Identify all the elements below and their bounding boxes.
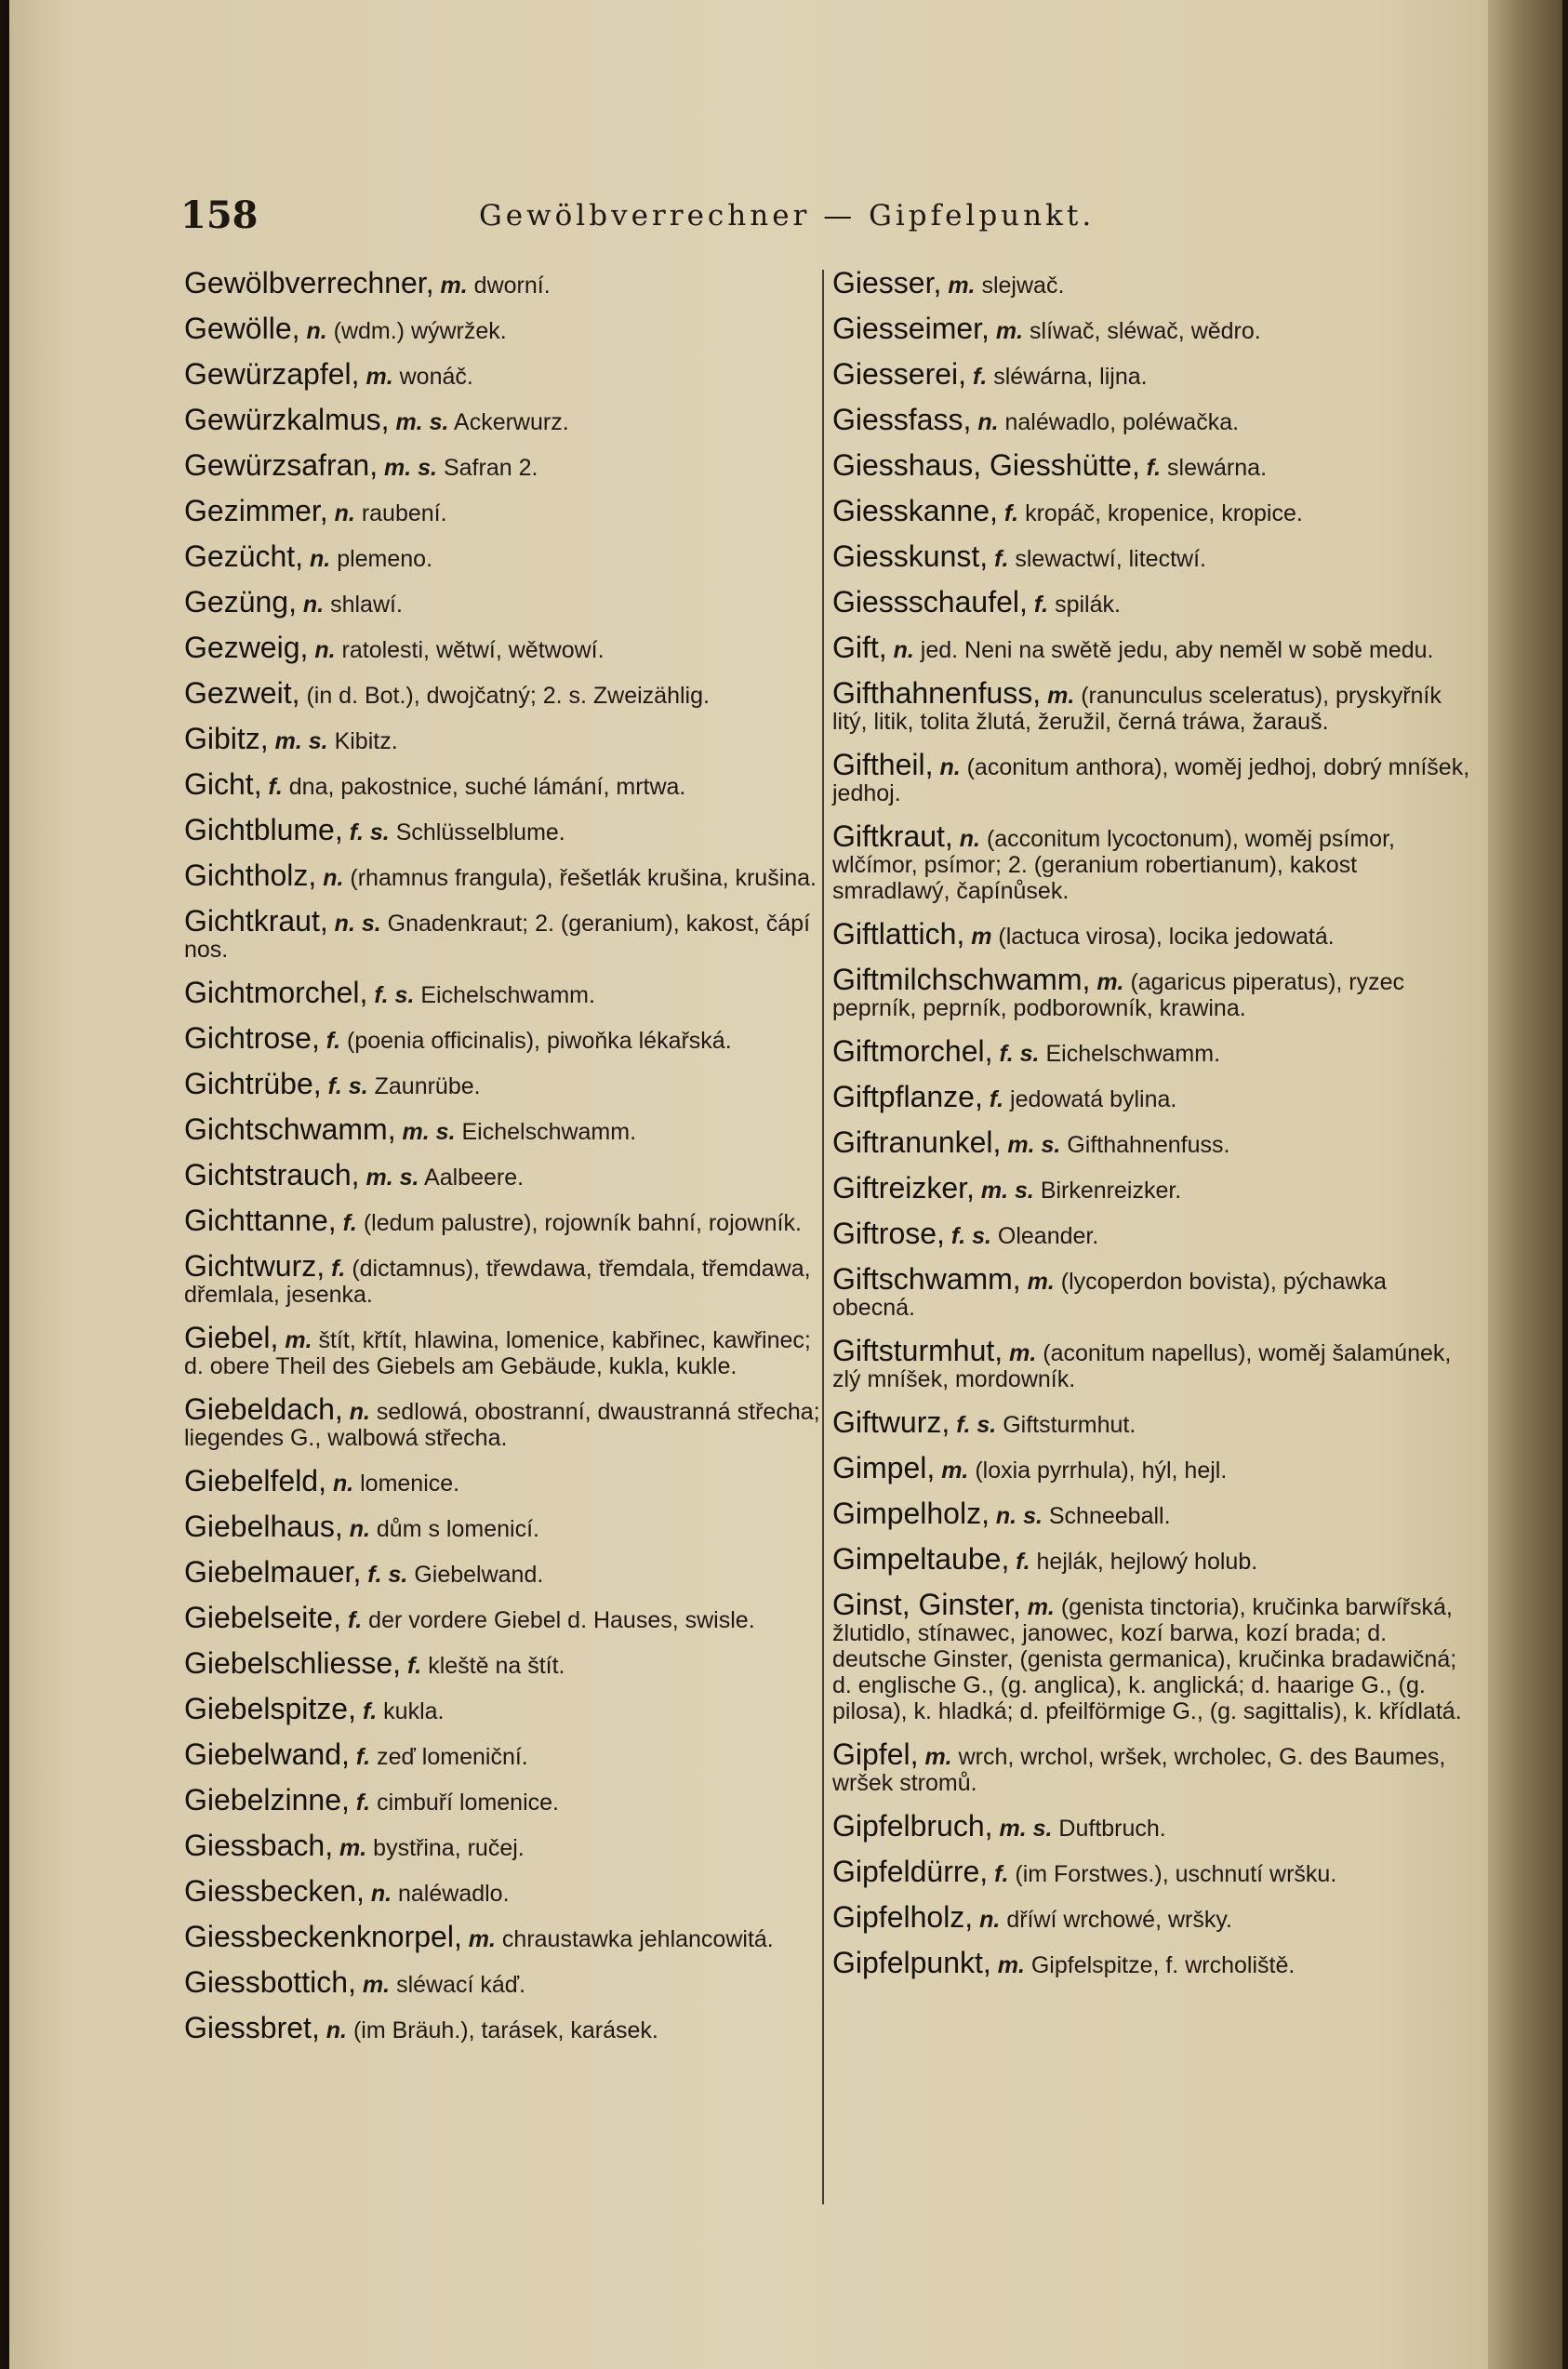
entry-definition: Ackerwurz. xyxy=(454,409,569,435)
entry-grammar: m. s. xyxy=(365,1165,419,1191)
entry-definition: (ranunculus sceleratus), pryskyřník litý, litik, tolita žlutá, žeružil, černá tráwa, žarauš. xyxy=(832,683,1442,735)
entry-definition: bystřina, ručej. xyxy=(373,1835,525,1861)
entry-headword: Giftlattich, xyxy=(832,917,965,951)
entry-headword: Gichttanne, xyxy=(184,1204,337,1237)
entry-definition: Giebelwand. xyxy=(414,1562,544,1588)
dictionary-entry xyxy=(184,767,821,801)
entry-grammar: f. s. xyxy=(950,1223,991,1249)
entry-grammar: f. xyxy=(355,1790,371,1816)
entry-definition: kropáč, kropenice, kropice. xyxy=(1025,500,1303,526)
entry-headword: Gipfeldürre, xyxy=(832,1855,989,1888)
entry-definition: Schneeball. xyxy=(1048,1503,1171,1529)
entry-definition: Oleander. xyxy=(997,1223,1099,1249)
entry-grammar: n. xyxy=(893,637,914,663)
dictionary-entry xyxy=(832,748,1474,806)
entry-definition: Giftsturmhut. xyxy=(1003,1412,1136,1438)
entry-definition: lomenice. xyxy=(360,1471,460,1497)
entry-headword: Gezweit, xyxy=(184,676,300,710)
entry-headword: Giessbret, xyxy=(184,2011,320,2044)
entry-grammar: m. s. xyxy=(395,409,449,435)
entry-grammar: f. s. xyxy=(999,1041,1040,1067)
entry-definition: (aconitum napellus), woměj šalamúnek, zlý mníšek, mordowník. xyxy=(832,1340,1452,1392)
entry-headword: Giftranunkel, xyxy=(832,1125,1002,1159)
entry-grammar: f. xyxy=(268,774,283,800)
entry-grammar: f. xyxy=(1033,592,1049,618)
entry-grammar: m. xyxy=(948,273,976,299)
entry-definition: Eichelschwamm. xyxy=(461,1119,637,1145)
entry-definition: (rhamnus frangula), řešetlák krušina, krušina. xyxy=(350,865,817,891)
entry-headword: Gichtrose, xyxy=(184,1021,320,1055)
entry-grammar: m. xyxy=(339,1835,367,1861)
entry-grammar: f. xyxy=(994,1861,1009,1887)
entry-grammar: n. xyxy=(314,637,336,663)
entry-definition: cimbuří lomenice. xyxy=(377,1790,559,1816)
entry-definition: (im Forstwes.), uschnutí wršku. xyxy=(1015,1861,1337,1887)
dictionary-entry xyxy=(184,1112,821,1146)
entry-definition: sléwací káď. xyxy=(396,1972,526,1998)
left-column xyxy=(184,266,821,2060)
dictionary-entry xyxy=(184,813,821,846)
entry-definition: (loxia pyrrhula), hýl, hejl. xyxy=(975,1457,1228,1484)
entry-definition: (lactuca virosa), locika jedowatá. xyxy=(998,924,1335,950)
entry-definition: Gifthahnenfuss. xyxy=(1067,1132,1230,1158)
entry-definition: (lycoperdon bovista), pýchawka obecná. xyxy=(832,1269,1387,1321)
entry-headword: Giessbottich, xyxy=(184,1965,356,1999)
entry-headword: Giebelzinne, xyxy=(184,1783,350,1817)
dictionary-entry xyxy=(184,1829,821,1862)
entry-headword: Gewürzsafran, xyxy=(184,448,379,482)
entry-headword: Giessbach, xyxy=(184,1829,334,1862)
entry-grammar: m. s. xyxy=(402,1119,456,1145)
entry-definition: Kibitz. xyxy=(334,728,398,754)
entry-grammar: m. xyxy=(924,1744,952,1770)
entry-headword: Giesser, xyxy=(832,266,942,299)
entry-headword: Giebelschliesse, xyxy=(184,1646,401,1680)
entry-headword: Giebelseite, xyxy=(184,1601,341,1634)
entry-headword: Giesseimer, xyxy=(832,312,990,345)
entry-grammar: n. xyxy=(332,1471,354,1497)
entry-definition: Eichelschwamm. xyxy=(420,982,595,1008)
entry-headword: Gichtkraut, xyxy=(184,904,328,938)
column-divider xyxy=(822,270,824,2204)
entry-definition: (dictamnus), třewdawa, třemdala, třemdawa, dřemlala, jesenka. xyxy=(184,1256,811,1308)
dictionary-entry xyxy=(184,631,821,664)
entry-definition: Schlüsselblume. xyxy=(395,819,565,845)
dictionary-entry xyxy=(832,963,1474,1021)
dictionary-entry xyxy=(832,1737,1474,1796)
dictionary-entry xyxy=(184,1965,821,1999)
entry-headword: Giftsturmhut, xyxy=(832,1334,1003,1367)
entry-definition: Gipfelspitze, f. wrcholiště. xyxy=(1030,1952,1296,1978)
entry-definition: štít, křtít, hlawina, lomenice, kabřinec, kawřinec; d. obere Theil des Giebels am Gebäude, kukla, kukle. xyxy=(184,1327,811,1379)
dictionary-entry xyxy=(184,403,821,436)
entry-headword: Giftmorchel, xyxy=(832,1034,993,1068)
dictionary-entry xyxy=(184,1646,821,1680)
entry-headword: Giftpflanze, xyxy=(832,1080,983,1113)
entry-headword: Gezweig, xyxy=(184,631,309,664)
entry-headword: Gezücht, xyxy=(184,539,304,573)
entry-headword: Gift, xyxy=(832,631,887,664)
entry-grammar: f. s. xyxy=(367,1562,408,1588)
entry-headword: Giftmilchschwamm, xyxy=(832,963,1091,996)
entry-grammar: n. xyxy=(326,2017,347,2043)
entry-headword: Ginst, Ginster, xyxy=(832,1588,1021,1621)
entry-definition: plemeno. xyxy=(337,546,433,572)
entry-headword: Gimpeltaube, xyxy=(832,1542,1010,1576)
dictionary-entry xyxy=(184,266,821,299)
entry-grammar: f. xyxy=(362,1698,378,1724)
dictionary-entry xyxy=(832,1900,1474,1934)
dictionary-entry xyxy=(832,631,1474,664)
entry-definition: (wdm.) wýwržek. xyxy=(333,318,507,344)
entry-definition: dům s lomenicí. xyxy=(376,1516,539,1542)
dictionary-entry xyxy=(184,1158,821,1191)
entry-grammar: n. s. xyxy=(995,1503,1043,1529)
dictionary-entry xyxy=(184,1692,821,1725)
entry-headword: Gimpelholz, xyxy=(832,1497,990,1530)
entry-headword: Giftwurz, xyxy=(832,1405,950,1439)
dictionary-entry xyxy=(832,1125,1474,1159)
dictionary-entry xyxy=(832,917,1474,951)
entry-definition: Safran 2. xyxy=(443,455,538,481)
entry-definition: jed. Neni na swětě jedu, aby neměl w sobě medu. xyxy=(920,637,1434,663)
entry-grammar: m xyxy=(971,924,992,950)
entry-grammar: f. xyxy=(342,1210,357,1236)
entry-grammar: m. xyxy=(1096,969,1124,995)
dictionary-entry xyxy=(184,1249,821,1308)
entry-headword: Gimpel, xyxy=(832,1451,936,1484)
dictionary-entry xyxy=(184,1601,821,1634)
entry-grammar: n. xyxy=(979,1907,1001,1933)
entry-grammar: m. xyxy=(1047,683,1075,709)
entry-definition: naléwadlo, poléwačka. xyxy=(1004,409,1240,435)
entry-definition: shlawí. xyxy=(330,592,403,618)
entry-grammar: m. s. xyxy=(999,1816,1053,1842)
dictionary-entry xyxy=(832,448,1474,482)
dictionary-entry xyxy=(184,1783,821,1817)
entry-grammar: f. xyxy=(1016,1549,1030,1575)
entry-headword: Giebelspitze, xyxy=(184,1692,356,1725)
dictionary-entry xyxy=(832,1262,1474,1321)
entry-grammar: f. xyxy=(331,1256,346,1282)
entry-grammar: m. s. xyxy=(980,1178,1034,1204)
entry-headword: Gezimmer, xyxy=(184,494,328,527)
dictionary-entry xyxy=(184,312,821,345)
dictionary-entry xyxy=(184,448,821,482)
dictionary-entry xyxy=(832,819,1474,904)
entry-grammar: n. s. xyxy=(334,911,381,937)
entry-definition: slewárna. xyxy=(1167,455,1268,481)
entry-grammar: f. xyxy=(347,1607,363,1633)
entry-definition: (in d. Bot.), dwojčatný; 2. s. Zweizählig. xyxy=(306,683,710,709)
entry-headword: Giesserei, xyxy=(832,357,967,391)
dictionary-entry xyxy=(832,494,1474,527)
entry-grammar: n. xyxy=(977,409,999,435)
entry-grammar: m. xyxy=(365,364,393,390)
dictionary-entry xyxy=(832,1809,1474,1843)
entry-headword: Giessbeckenknorpel, xyxy=(184,1920,462,1953)
entry-headword: Gichtwurz, xyxy=(184,1249,326,1283)
entry-grammar: m. xyxy=(1027,1594,1055,1620)
entry-headword: Giebelhaus, xyxy=(184,1510,343,1543)
dictionary-entry xyxy=(184,1920,821,1953)
entry-grammar: m. xyxy=(997,1952,1025,1978)
book-spine xyxy=(1488,0,1562,2369)
entry-grammar: f. s. xyxy=(374,982,415,1008)
entry-grammar: f. xyxy=(973,364,988,390)
entry-definition: ratolesti, wětwí, wětwowí. xyxy=(341,637,605,663)
entry-definition: naléwadlo. xyxy=(398,1881,510,1907)
entry-definition: jedowatá bylina. xyxy=(1010,1086,1177,1112)
entry-headword: Gipfel, xyxy=(832,1737,919,1771)
dictionary-page xyxy=(9,0,1497,2369)
entry-grammar: f. xyxy=(994,546,1009,572)
entry-headword: Giftreizker, xyxy=(832,1171,975,1204)
dictionary-entry xyxy=(184,1737,821,1771)
entry-headword: Giebel, xyxy=(184,1321,279,1354)
entry-definition: (acconitum lycoctonum), woměj psímor, wlčímor, psímor; 2. (geranium robertianum), kakost smradlawý, čapínůsek. xyxy=(832,826,1395,904)
entry-headword: Giesshaus, Giesshütte, xyxy=(832,448,1140,482)
entry-grammar: f. s. xyxy=(956,1412,997,1438)
entry-definition: Aalbeere. xyxy=(424,1165,525,1191)
entry-headword: Giebelmauer, xyxy=(184,1555,362,1589)
entry-definition: (agaricus piperatus), ryzec peprník, peprník, podborowník, krawina. xyxy=(832,969,1405,1021)
entry-definition: Birkenreizker. xyxy=(1040,1178,1182,1204)
entry-headword: Gipfelpunkt, xyxy=(832,1946,991,1979)
right-column xyxy=(832,266,1474,1995)
dictionary-entry xyxy=(832,1542,1474,1576)
entry-grammar: n. xyxy=(370,1881,392,1907)
dictionary-entry xyxy=(832,403,1474,436)
entry-definition: sléwárna, lijna. xyxy=(993,364,1148,390)
entry-grammar: f. xyxy=(1003,500,1019,526)
entry-headword: Gewürzkalmus, xyxy=(184,403,390,436)
dictionary-entry xyxy=(184,1021,821,1055)
entry-grammar: n. xyxy=(323,865,344,891)
entry-grammar: m. xyxy=(468,1926,496,1952)
entry-grammar: n. xyxy=(306,318,327,344)
entry-headword: Gipfelholz, xyxy=(832,1900,974,1934)
dictionary-entry xyxy=(832,1451,1474,1484)
dictionary-entry xyxy=(184,676,821,710)
dictionary-entry xyxy=(184,904,821,963)
entry-definition: slewactwí, litectwí. xyxy=(1015,546,1206,572)
entry-grammar: n. xyxy=(959,826,980,852)
entry-grammar: f. xyxy=(326,1028,341,1054)
entry-grammar: m. xyxy=(1027,1269,1055,1295)
dictionary-entry xyxy=(832,676,1474,735)
entry-headword: Gezüng, xyxy=(184,585,297,619)
entry-grammar: n. xyxy=(302,592,325,618)
entry-definition: slíwač, sléwač, wědro. xyxy=(1030,318,1261,344)
dictionary-entry xyxy=(184,1874,821,1908)
dictionary-entry xyxy=(184,976,821,1009)
entry-definition: spilák. xyxy=(1055,592,1121,618)
dictionary-entry xyxy=(184,722,821,755)
entry-definition: slejwač. xyxy=(981,273,1065,299)
dictionary-entry xyxy=(184,357,821,391)
entry-grammar: m. s. xyxy=(274,728,328,754)
entry-headword: Giebeldach, xyxy=(184,1392,343,1426)
entry-definition: zeď lomeniční. xyxy=(377,1744,528,1770)
entry-grammar: n. xyxy=(939,754,961,780)
dictionary-entry xyxy=(832,1946,1474,1979)
entry-grammar: n. xyxy=(349,1516,370,1542)
entry-headword: Giessschaufel, xyxy=(832,585,1028,619)
dictionary-entry xyxy=(832,1405,1474,1439)
entry-headword: Gichtholz, xyxy=(184,858,317,892)
entry-grammar: n. xyxy=(310,546,331,572)
entry-definition: wonáč. xyxy=(399,364,473,390)
dictionary-entry xyxy=(184,494,821,527)
entry-definition: (im Bräuh.), tarásek, karásek. xyxy=(352,2017,658,2043)
entry-headword: Giebelwand, xyxy=(184,1737,350,1771)
dictionary-entry xyxy=(832,1217,1474,1250)
entry-headword: Gicht, xyxy=(184,767,262,801)
entry-grammar: f. xyxy=(1146,455,1162,481)
dictionary-entry xyxy=(832,1080,1474,1113)
entry-headword: Gewürzapfel, xyxy=(184,357,360,391)
entry-headword: Gichtrübe, xyxy=(184,1067,322,1100)
dictionary-entry xyxy=(832,357,1474,391)
dictionary-entry xyxy=(184,1204,821,1237)
entry-headword: Gichtstrauch, xyxy=(184,1158,360,1191)
entry-grammar: m. s. xyxy=(384,455,438,481)
entry-definition: der vordere Giebel d. Hauses, swisle. xyxy=(368,1607,755,1633)
entry-definition: sedlowá, obostranní, dwaustranná střecha; liegendes G., walbowá střecha. xyxy=(184,1399,820,1451)
entry-grammar: f. xyxy=(989,1086,1004,1112)
entry-grammar: f. s. xyxy=(349,819,390,845)
entry-definition: Duftbruch. xyxy=(1058,1816,1166,1842)
dictionary-entry xyxy=(184,1555,821,1589)
entry-definition: dříwí wrchowé, wršky. xyxy=(1006,1907,1232,1933)
dictionary-entry xyxy=(184,858,821,892)
entry-headword: Giesskunst, xyxy=(832,539,989,573)
entry-grammar: n. xyxy=(334,500,355,526)
dictionary-entry xyxy=(832,1497,1474,1530)
entry-headword: Giessfass, xyxy=(832,403,972,436)
dictionary-entry xyxy=(184,1067,821,1100)
entry-headword: Giessbecken, xyxy=(184,1874,365,1908)
entry-definition: dworní. xyxy=(473,273,551,299)
entry-grammar: m. xyxy=(995,318,1024,344)
entry-definition: (ledum palustre), rojowník bahní, rojowník. xyxy=(363,1210,802,1236)
entry-headword: Gichtmorchel, xyxy=(184,976,368,1009)
entry-grammar: f. xyxy=(406,1653,422,1679)
entry-headword: Gewölle, xyxy=(184,312,300,345)
entry-headword: Gibitz, xyxy=(184,722,269,755)
entry-definition: Gnadenkraut; 2. (geranium), kakost, čápí nos. xyxy=(184,911,811,963)
entry-headword: Giftheil, xyxy=(832,748,934,781)
dictionary-entry xyxy=(832,312,1474,345)
page-header xyxy=(177,193,1181,249)
entry-headword: Giebelfeld, xyxy=(184,1464,326,1497)
entry-headword: Gewölbverrechner, xyxy=(184,266,434,299)
entry-grammar: m. xyxy=(440,273,468,299)
entry-definition: Zaunrübe. xyxy=(374,1073,481,1099)
entry-grammar: f. s. xyxy=(327,1073,368,1099)
dictionary-entry xyxy=(832,1855,1474,1888)
entry-definition: (genista tinctoria), kručinka barwířská, žlutidlo, stínawec, janowec, kozí barwa, kozí brada; d. deutsche Ginster, (genista germanica), kručinka bradawičná; d. englische G., (g. anglica), k. anglická; d. haarige G., (g. pilosa), k. hladká; d. pfeilförmige G., (g. sagittalis), k. křídlatá. xyxy=(832,1594,1462,1724)
entry-grammar: m. s. xyxy=(1007,1132,1061,1158)
entry-definition: Eichelschwamm. xyxy=(1045,1041,1221,1067)
entry-headword: Giesskanne, xyxy=(832,494,998,527)
entry-headword: Giftrose, xyxy=(832,1217,945,1250)
entry-headword: Gichtschwamm, xyxy=(184,1112,396,1146)
entry-headword: Gichtblume, xyxy=(184,813,343,846)
entry-definition: chraustawka jehlancowitá. xyxy=(501,1926,774,1952)
dictionary-entry xyxy=(832,1034,1474,1068)
entry-definition: (poenia officinalis), piwoňka lékařská. xyxy=(347,1028,732,1054)
entry-definition: hejlák, hejlowý holub. xyxy=(1036,1549,1258,1575)
entry-grammar: f. xyxy=(355,1744,371,1770)
dictionary-entry xyxy=(184,2011,821,2044)
entry-definition: kukla. xyxy=(383,1698,445,1724)
entry-grammar: m. xyxy=(362,1972,391,1998)
entry-headword: Giftschwamm, xyxy=(832,1262,1021,1296)
dictionary-entry xyxy=(832,1334,1474,1392)
dictionary-entry xyxy=(184,1321,821,1379)
dictionary-entry xyxy=(184,539,821,573)
entry-grammar: m. xyxy=(1009,1340,1037,1366)
dictionary-entry xyxy=(184,1510,821,1543)
dictionary-entry xyxy=(832,1588,1474,1724)
dictionary-entry xyxy=(832,539,1474,573)
entry-headword: Gifthahnenfuss, xyxy=(832,676,1042,710)
entry-headword: Gipfelbruch, xyxy=(832,1809,993,1843)
entry-definition: dna, pakostnice, suché lámání, mrtwa. xyxy=(288,774,686,800)
entry-grammar: m. xyxy=(285,1327,312,1353)
entry-grammar: n. xyxy=(349,1399,370,1425)
running-head: Gewölbverrechner — Gipfelpunkt. xyxy=(479,199,1096,233)
entry-headword: Giftkraut, xyxy=(832,819,953,853)
dictionary-entry xyxy=(184,1392,821,1451)
dictionary-entry xyxy=(184,585,821,619)
dictionary-entry xyxy=(832,585,1474,619)
dictionary-entry xyxy=(184,1464,821,1497)
entry-definition: raubení. xyxy=(361,500,447,526)
entry-definition: wrch, wrchol, wršek, wrcholec, G. des Baumes, wršek stromů. xyxy=(832,1744,1446,1796)
entry-definition: kleště na štít. xyxy=(428,1653,565,1679)
entry-grammar: m. xyxy=(941,1457,969,1484)
dictionary-entry xyxy=(832,266,1474,299)
page-number: 158 xyxy=(180,193,259,237)
entry-definition: (aconitum anthora), woměj jedhoj, dobrý mníšek, jedhoj. xyxy=(832,754,1470,806)
dictionary-entry xyxy=(832,1171,1474,1204)
